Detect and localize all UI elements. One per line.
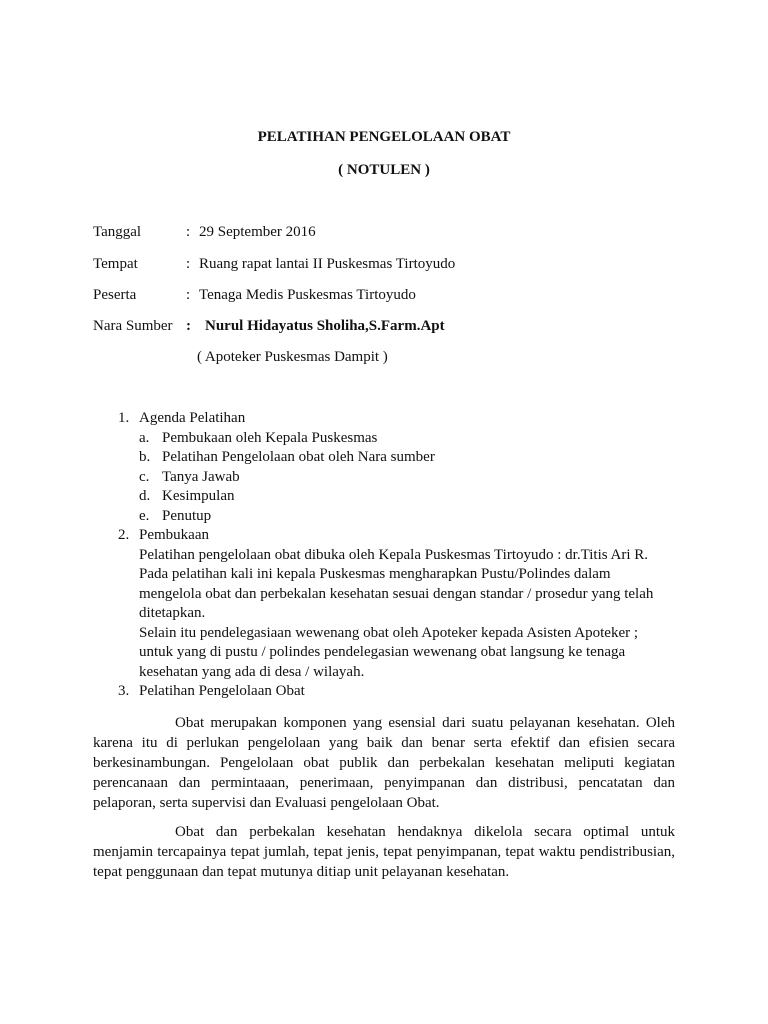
info-label: Tempat [93, 256, 138, 272]
paragraph-line: kesehatan yang ada di desa / wilayah. [139, 663, 365, 680]
paragraph-line: Pelatihan pengelolaan obat dibuka oleh Kepala Puskesmas Tirtoyudo : dr.Titis Ari R. [139, 546, 648, 563]
speaker-affiliation: ( Apoteker Puskesmas Dampit ) [197, 349, 388, 365]
sub-letter: c. [139, 468, 150, 485]
info-label: Peserta [93, 287, 137, 303]
info-value: Ruang rapat lantai II Puskesmas Tirtoyudo [199, 256, 456, 272]
sub-item-text: Penutup [162, 507, 212, 524]
list-item-title: Pelatihan Pengelolaan Obat [139, 683, 305, 699]
info-label: Tanggal [93, 224, 142, 240]
list-item-title: Agenda Pelatihan [139, 410, 246, 426]
info-colon: : [186, 256, 191, 272]
sub-item-text: Pembukaan oleh Kepala Puskesmas [162, 429, 378, 446]
list-item-title: Pembukaan [139, 527, 209, 543]
sub-item-text: Kesimpulan [162, 488, 235, 504]
paragraph-line: Selain itu pendelegasiaan wewenang obat oleh Apoteker kepada Asisten Apoteker ; [139, 624, 639, 641]
list-number: 3. [118, 683, 130, 699]
info-colon: : [186, 318, 191, 334]
sub-letter: b. [139, 449, 151, 465]
body-paragraph: Obat merupakan komponen yang esensial dari suatu pelayanan kesehatan. Oleh karena itu di perlukan pengelolaan yang baik dan benar serta efektif dan efisien secara berkesinambungan. Pengelolaan obat publik dan perbekalan kesehatan meliputi kegiatan perencanaan dan permintaaan, penerimaan, penyimpanan dan distribusi, pencatatan dan pelaporan, serta supervisi dan Evaluasi pengelolaan Obat. [93, 715, 675, 811]
sub-letter: d. [139, 488, 151, 504]
list-number: 2. [118, 527, 130, 543]
sub-letter: a. [139, 429, 150, 446]
sub-item-text: Tanya Jawab [162, 468, 240, 485]
info-colon: : [186, 224, 191, 240]
paragraph-line: untuk yang di pustu / polindes pendelegasian wewenang obat langsung ke tenaga [139, 644, 626, 660]
sub-letter: e. [139, 507, 150, 524]
document-subtitle: ( NOTULEN ) [338, 162, 430, 178]
speaker-name: Nurul Hidayatus Sholiha,S.Farm.Apt [205, 318, 445, 334]
info-value: 29 September 2016 [199, 224, 316, 240]
paragraph-line: ditetapkan. [139, 605, 206, 621]
body-paragraph: Obat dan perbekalan kesehatan hendaknya dikelola secara optimal untuk menjamin tercapainya tepat jumlah, tepat jenis, tepat penyimpanan, tepat waktu pendistribusian, tepat penggunaan dan tepat mutunya ditiap unit pelayanan kesehatan. [93, 824, 675, 880]
paragraph-line: Pada pelatihan kali ini kepala Puskesmas mengharapkan Pustu/Polindes dalam [139, 566, 611, 582]
info-label: Nara Sumber [93, 318, 173, 334]
info-value: Tenaga Medis Puskesmas Tirtoyudo [199, 287, 416, 303]
document-title: PELATIHAN PENGELOLAAN OBAT [257, 129, 511, 145]
list-number: 1. [118, 410, 130, 426]
sub-item-text: Pelatihan Pengelolaan obat oleh Nara sumber [162, 449, 435, 465]
paragraph-line: mengelola obat dan perbekalan kesehatan sesuai dengan standar / prosedur yang telah [139, 585, 654, 602]
info-colon: : [186, 287, 191, 303]
